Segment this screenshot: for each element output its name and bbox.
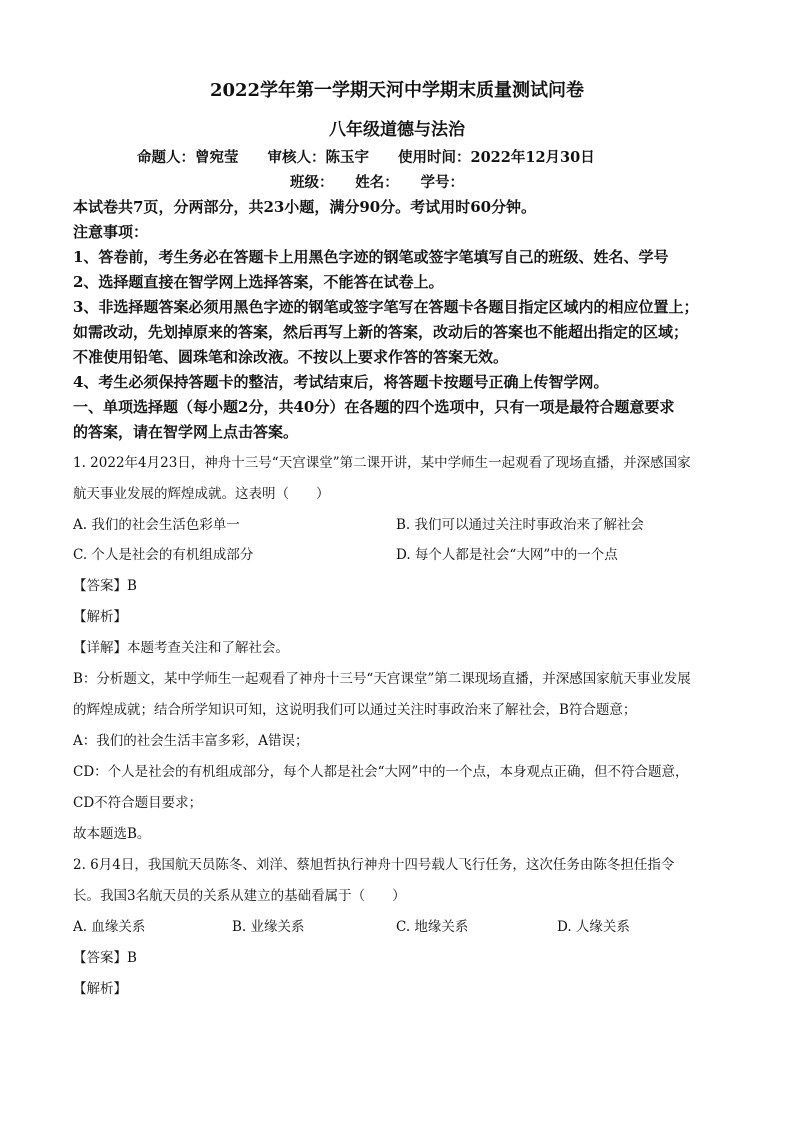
question-1-option-b: B. 我们可以通过关注时事政治来了解社会 [396, 517, 645, 533]
question-1-explanation: 故本题选B。 [73, 826, 151, 842]
notice-item: 如需改动，先划掉原来的答案，然后再写上新的答案，改动后的答案也不能超出指定的区域； [73, 323, 689, 341]
question-1-explanation: 的辉煌成就；结合所学知识可知，这说明我们可以通过关注时事政治来了解社会，B符合题意； [73, 702, 637, 718]
section-heading: 一、单项选择题（每小题2分，共40分）在各题的四个选项中，只有一项是最符合题意要求 [73, 398, 675, 416]
question-1-detail: 【详解】本题考查关注和了解社会。 [73, 640, 289, 656]
question-1-option-a: A. 我们的社会生活色彩单一 [73, 517, 240, 533]
notice-item: 不准使用铅笔、圆珠笔和涂改液。不按以上要求作答的答案无效。 [73, 348, 509, 366]
question-2-option-d: D. 人缘关系 [557, 919, 630, 935]
question-1-option-d: D. 每个人都是社会“大网”中的一个点 [396, 547, 618, 563]
question-1-explanation: CD：个人是社会的有机组成部分，每个人都是社会“大网”中的一个点，本身观点正确，但不符合题意， [73, 764, 689, 780]
question-1-explanation: A：我们的社会生活丰富多彩，A错误； [73, 733, 309, 749]
question-2-option-b: B. 业缘关系 [232, 919, 305, 935]
exam-meta: 命题人：曾宛莹 审核人：陈玉宇 使用时间：2022年12月30日 [137, 149, 595, 166]
notice-item: 4、考生必须保持答题卡的整洁，考试结束后，将答题卡按题号正确上传智学网。 [73, 373, 609, 391]
exam-summary: 本试卷共7页，分两部分，共23小题，满分90分。考试用时60分钟。 [73, 198, 537, 216]
question-2-option-c: C. 地缘关系 [396, 919, 469, 935]
question-1-answer: 【答案】B [73, 578, 137, 594]
notice-heading: 注意事项： [73, 223, 149, 241]
question-1-analysis-label: 【解析】 [73, 609, 127, 625]
exam-subtitle: 八年级道德与法治 [329, 120, 465, 140]
question-2-answer: 【答案】B [73, 950, 137, 966]
question-1-stem: 1. 2022年4月23日，神舟十三号“天宫课堂”第二课开讲，某中学师生一起观看了现场直播，并深感国家 [73, 455, 691, 471]
student-info-line: 班级： 姓名： 学号： [290, 174, 464, 191]
notice-item: 2、选择题直接在智学网上选择答案，不能答在试卷上。 [73, 273, 444, 291]
section-heading-cont: 的答案，请在智学网上点击答案。 [73, 423, 299, 441]
question-2-stem-cont: 长。我国3名航天员的关系从建立的基础看属于（ ） [73, 888, 406, 904]
question-2-option-a: A. 血缘关系 [73, 919, 146, 935]
notice-item: 1、答卷前，考生务必在答题卡上用黑色字迹的钢笔或签字笔填写自己的班级、姓名、学号 [73, 248, 669, 266]
question-1-option-c: C. 个人是社会的有机组成部分 [73, 547, 254, 563]
notice-item: 3、非选择题答案必须用黑色字迹的钢笔或签字笔写在答题卡各题目指定区域内的相应位置上； [73, 298, 699, 316]
question-1-explanation: B：分析题文，某中学师生一起观看了神舟十三号“天宫课堂”第二课现场直播，并深感国家航天事业发展 [73, 671, 691, 687]
question-1-stem-cont: 航天事业发展的辉煌成就。这表明（ ） [73, 486, 330, 502]
question-2-analysis-label: 【解析】 [73, 981, 127, 997]
exam-title: 2022学年第一学期天河中学期末质量测试问卷 [209, 80, 585, 101]
question-2-stem: 2. 6月4日，我国航天员陈冬、刘洋、蔡旭哲执行神舟十四号载人飞行任务，这次任务由陈冬担任指令 [73, 857, 675, 873]
question-1-explanation: CD不符合题目要求； [73, 795, 203, 811]
